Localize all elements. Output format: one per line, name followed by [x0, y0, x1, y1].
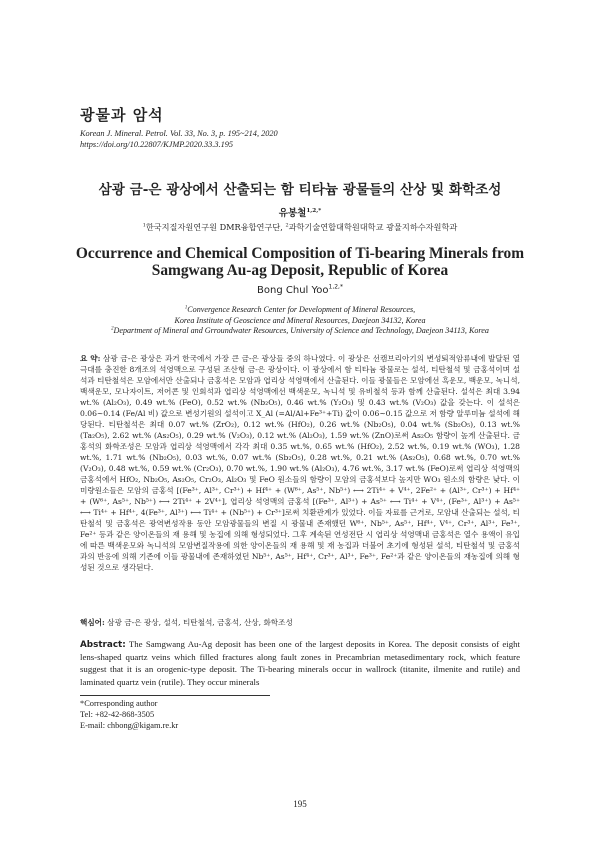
abstract-label: 요 약:	[80, 354, 101, 363]
affil-text: Convergence Research Center for Development of Mineral Resources,	[187, 305, 416, 314]
korean-affiliation	[0, 222, 600, 233]
email: E-mail: chbong@kigam.re.kr	[80, 721, 179, 730]
abstract-label: Abstract:	[80, 640, 126, 650]
author-sup: 1,2,*	[306, 207, 322, 214]
affil-line	[20, 326, 580, 337]
doi-line: https://doi.org/10.22807/KJMP.2020.33.3.195	[80, 140, 234, 149]
english-author	[0, 285, 600, 296]
affil-line	[20, 305, 580, 316]
affil-line: Korea Institute of Geoscience and Mineral Resources, Daejeon 34132, Korea	[174, 315, 426, 325]
english-abstract	[80, 638, 520, 688]
affil-sup: 1	[184, 305, 188, 311]
telephone: Tel: +82-42-868-3505	[80, 710, 155, 719]
affil-sup: 2	[285, 222, 289, 229]
author-name: 유봉철	[278, 208, 307, 219]
korean-abstract	[80, 353, 520, 573]
journal-title: 광물과 암석	[80, 106, 164, 124]
keywords-label: 핵심어:	[80, 618, 105, 627]
affil-text: 한국지질자원연구원 DMR융합연구단,	[145, 222, 286, 232]
author-name: Bong Chul Yoo	[257, 285, 329, 296]
affil-text: 과학기술연합대학원대학교 광물지하수자원학과	[288, 222, 458, 232]
corresponding-author: *Corresponding author	[80, 699, 158, 708]
page-number: 195	[293, 799, 307, 809]
footnote-divider	[80, 695, 270, 696]
abstract-text: The Samgwang Au-Ag deposit has been one of the largest deposits in Korea. The deposit consists of eight lens-shaped quartz veins which filled fractures along fault zones in Precambrian metasedimentary rock, which feature suggest that it is an orogenic-type deposit. The Ti-bearing minerals occur in wallrock (titanite, ilmenite and rutile) and laminated quartz vein (rutile). They occur minerals	[80, 639, 520, 687]
korean-author	[0, 205, 600, 219]
korean-title: 삼광 금-은 광상에서 산출되는 함 티타늄 광물들의 산상 및 화학조성	[98, 182, 502, 198]
affil-sup: 2	[111, 326, 114, 332]
affil-text: Department of Mineral and Grroundwater Resources, University of Science and Technology, Daejeon 34113, Korea	[113, 326, 489, 336]
citation	[80, 128, 278, 150]
english-title: Occurrence and Chemical Composition of Ti-bearing Minerals from Samgwang Au-ag Deposit, Republic of Korea	[75, 245, 525, 279]
affil-sup: 1	[142, 222, 146, 229]
korean-keywords	[80, 617, 520, 628]
keywords-text: 삼광 금-은 광상, 설석, 티탄철석, 금홍석, 산상, 화학조성	[107, 618, 293, 627]
abstract-text: 삼광 금-은 광상은 과거 한국에서 가장 큰 금-은 광상들 중의 하나였다. 이 광상은 선캠브리아기의 변성퇴적암류내에 발달된 열극대를 충진한 8개조의 석영맥으로 구성된 조산형 금-은 광상이다. 이 광상에서 함 티타늄 광물로는 설석, 티탄철석 및 금홍석이며 설석과 티탄철석은 모암에서만 산출되나 금홍석은 모암과 엽리상 석영맥에서 산출된다. 이들 광물들은 모암에선 흑운모, 백운모, 녹니석, 백색운모, 모나자이트, 저어콘 및 인회석과 엽리상 석영맥에선 백색운모, 녹니석 및 유비철석 등과 함께 산출된다. 설석은 최대 3.94 wt.% (Al₂O₃), 0.49 wt.% (FeO), 0.52 wt.% (Nb₂O₅), 0.46 wt.% (Y₂O₃) 및 0.43 wt.% (V₂O₃) 값을 갖는다. 이 설석은 0.06~0.14 (Fe/Al 비) 값으로 변성기원의 설석이고 X_Al (=Al/Al+Fe³⁺+Ti) 값이 0.06~0.15 값으로 저 함량 알루미늄 설석에 해당된다. 티탄철석은 최대 0.07 wt.% (ZrO₂), 0.12 wt.% (HfO₂), 0.26 wt.% (Nb₂O₅), 0.04 wt.% (Sb₂O₅), 0.13 wt.% (Ta₂O₅), 2.62 wt.% (As₂O₅), 0.29 wt.% (V₂O₃), 0.12 wt.% (Al₂O₃), 1.59 wt.% (ZnO)로써 As₂O₅ 함량이 높게 산출된다. 금홍석의 화학조성은 모암과 엽리상 석영맥에서 각각 최대 0.35 wt.%, 0.65 wt.% (HfO₂), 2.52 wt.%, 0.19 wt.% (WO₃), 1.28 wt.%, 1.71 wt.% (Nb₂O₅), 0.03 wt.%, 0.07 wt.% (Sb₂O₅), 0.28 wt.%, 0.21 wt.% (As₂O₅), 0.68 wt.%, 0.70 wt.% (V₂O₃), 0.48 wt.%, 0.59 wt.% (Cr₂O₃), 0.70 wt.%, 1.90 wt.% (Al₂O₃), 4.76 wt.%, 3.17 wt.% (FeO)로써 엽리상 석영맥의 금홍석에서 HfO₂, Nb₂O₅, As₂O₅, Cr₂O₃, Al₂O₃ 및 FeO 원소들의 함량이 모암의 금홍석보다 높지만 WO₃ 원소의 함량은 낮다. 이 미량원소들은 모암의 금홍석 [(Fe³⁺, Al³⁺, Cr³⁺) + Hf⁴⁺ + (W⁶⁺, As⁵⁺, Nb⁵⁺) ⟷ 2Ti⁴⁺ + V⁴⁺, 2Fe²⁺ + (Al³⁺, Cr³⁺) + Hf⁴⁺ + (W⁶⁺, As⁵⁺, Nb⁵⁺) ⟷ 2Ti⁴⁺ + 2V⁴⁺], 엽리상 석영맥의 금홍석 [(Fe³⁺, Al³⁺) + As⁵⁺ ⟷ Ti⁴⁺ + V⁴⁺, (Fe³⁺, Al³⁺) + As⁵⁺ ⟷ Ti⁴⁺ + Hf⁴⁺, 4(Fe³⁺, Al³⁺) ⟷ Ti⁴⁺ + (Nb⁵⁺) + Cr³⁺]로써 치환관계가 있었다. 이들 자료를 근거로, 모암내 산출되는 설석, 티탄철석 및 금홍석은 광역변성작용 동안 모암광물들의 변질 시 광물내 존재했던 W⁶⁺, Nb⁵⁺, As⁵⁺, Hf⁴⁺, V⁴⁺, Cr³⁺, Al³⁺, Fe³⁺, Fe²⁺ 등과 같은 양이온들의 재 용해 및 농집에 의해 형성되었다. 그후 계속된 연성전단 시 엽리상 석영맥내 금홍석은 열수 용액이 유입에 따른 백색운모와 녹니석의 모암변질작용에 의한 양이온들의 재 용해 및 재 농집과 더불어 초기에 형성된 설석, 티탄철석 및 금홍석과의 반응에 의해 기존에 이들 광물내에 존재하였던 Nb⁵⁺, As⁵⁺, Hf⁴⁺, Cr³⁺, Al³⁺, Fe³⁺, Fe²⁺과 같은 양이온들의 재농집에 의해 형성된 것으로 생각된다.	[80, 354, 520, 572]
footnotes	[80, 698, 178, 731]
citation-line: Korean J. Mineral. Petrol. Vol. 33, No. 3, p. 195~214, 2020	[80, 129, 278, 138]
english-affiliation	[20, 305, 580, 337]
author-sup: 1,2,*	[328, 283, 343, 291]
